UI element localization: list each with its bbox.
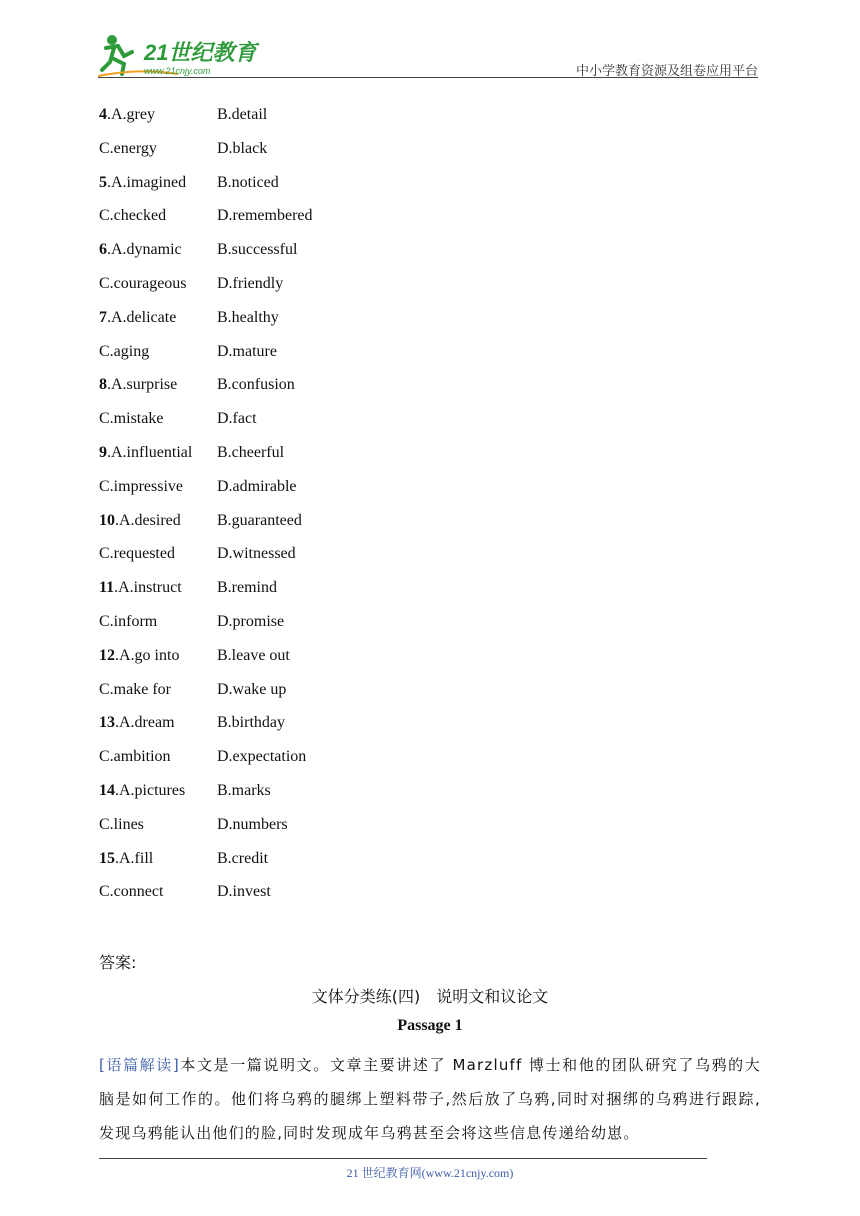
question-number: 9 [99, 444, 107, 461]
header-divider [98, 77, 758, 78]
footer-divider [99, 1158, 707, 1159]
question-number: 5 [99, 173, 107, 191]
question-number: 13 [99, 714, 115, 732]
option-b: B.marks [217, 782, 271, 799]
question-number: 7 [99, 308, 107, 326]
explanation-text: 本文是一篇说明文。文章主要讲述了 Marzluff 博士和他的团队研究了乌鸦的大脑是如何工作的。他们将乌鸦的腿绑上塑料带子,然后放了乌鸦,同时对捆绑的乌鸦进行跟踪,发现乌鸦能认出他们的脸,同时发现成年乌鸦甚至会将这些信息传递给幼崽。 [99, 1056, 761, 1142]
explanation-tag: [语篇解读] [99, 1056, 180, 1074]
option-c: C.courageous [99, 275, 187, 292]
option-c: C.mistake [99, 410, 164, 428]
question-number: 11 [99, 579, 115, 597]
option-c: C.connect [99, 883, 164, 901]
option-d: D.promise [217, 613, 285, 630]
option-b: B.noticed [217, 173, 279, 191]
option-c: C.inform [99, 613, 158, 630]
option-a: 13.A.dream [99, 714, 175, 732]
option-b: B.remind [217, 579, 277, 597]
option-a: 9.A.influential [99, 444, 193, 461]
logo-url: www.21cnjy.com [144, 66, 211, 76]
option-d: D.mature [217, 342, 277, 360]
option-d: D.expectation [217, 748, 307, 766]
option-b: B.cheerful [217, 444, 285, 461]
option-a: 7.A.delicate [99, 308, 177, 326]
option-c: C.requested [99, 545, 175, 563]
option-d: D.numbers [217, 815, 288, 833]
option-a: 6.A.dynamic [99, 241, 182, 259]
option-a: 8.A.surprise [99, 376, 178, 394]
question-number: 10 [99, 511, 115, 529]
option-c: C.ambition [99, 748, 171, 766]
option-d: D.black [217, 139, 268, 157]
option-a: 15.A.fill [99, 849, 154, 867]
question-number: 14 [99, 782, 115, 799]
option-c: C.make for [99, 680, 171, 698]
passage-title: Passage 1 [397, 1017, 463, 1034]
platform-name: 中小学教育资源及组卷应用平台 [575, 64, 758, 79]
option-a: 5.A.imagined [99, 173, 187, 191]
answer-label: 答案: [99, 953, 137, 972]
option-a: 4.A.grey [99, 106, 155, 123]
option-a: 11.A.instruct [99, 579, 182, 597]
logo-text: 21世纪教育 [144, 40, 257, 65]
question-number: 12 [99, 646, 115, 664]
option-c: C.energy [99, 139, 157, 157]
option-b: B.healthy [217, 308, 279, 326]
option-a: 10.A.desired [99, 511, 181, 529]
page-header [98, 30, 758, 82]
option-c: C.impressive [99, 477, 183, 495]
option-d: D.invest [217, 883, 271, 901]
option-d: D.wake up [217, 680, 287, 698]
option-d: D.fact [217, 410, 257, 428]
option-b: B.successful [217, 241, 298, 259]
footer-text: 21 世纪教育网(www.21cnjy.com) [346, 1166, 514, 1180]
option-d: D.witnessed [217, 545, 296, 563]
option-b: B.guaranteed [217, 511, 302, 529]
option-c: C.lines [99, 815, 144, 833]
option-d: D.friendly [217, 275, 284, 292]
section-title: 文体分类练(四) 说明文和议论文 [311, 987, 549, 1006]
option-a: 14.A.pictures [99, 782, 186, 799]
option-b: B.confusion [217, 376, 295, 394]
option-c: C.checked [99, 207, 167, 225]
question-number: 15 [99, 849, 115, 867]
question-number: 8 [99, 376, 107, 394]
option-c: C.aging [99, 342, 150, 360]
option-d: D.admirable [217, 477, 297, 495]
option-a: 12.A.go into [99, 646, 180, 664]
question-number: 6 [99, 241, 107, 259]
option-b: B.leave out [217, 646, 290, 664]
reading-explanation [99, 1048, 761, 1150]
logo-icon [98, 30, 268, 80]
option-b: B.detail [217, 106, 268, 123]
option-d: D.remembered [217, 207, 313, 225]
option-b: B.birthday [217, 714, 285, 732]
option-b: B.credit [217, 849, 269, 867]
question-number: 4 [99, 106, 107, 123]
